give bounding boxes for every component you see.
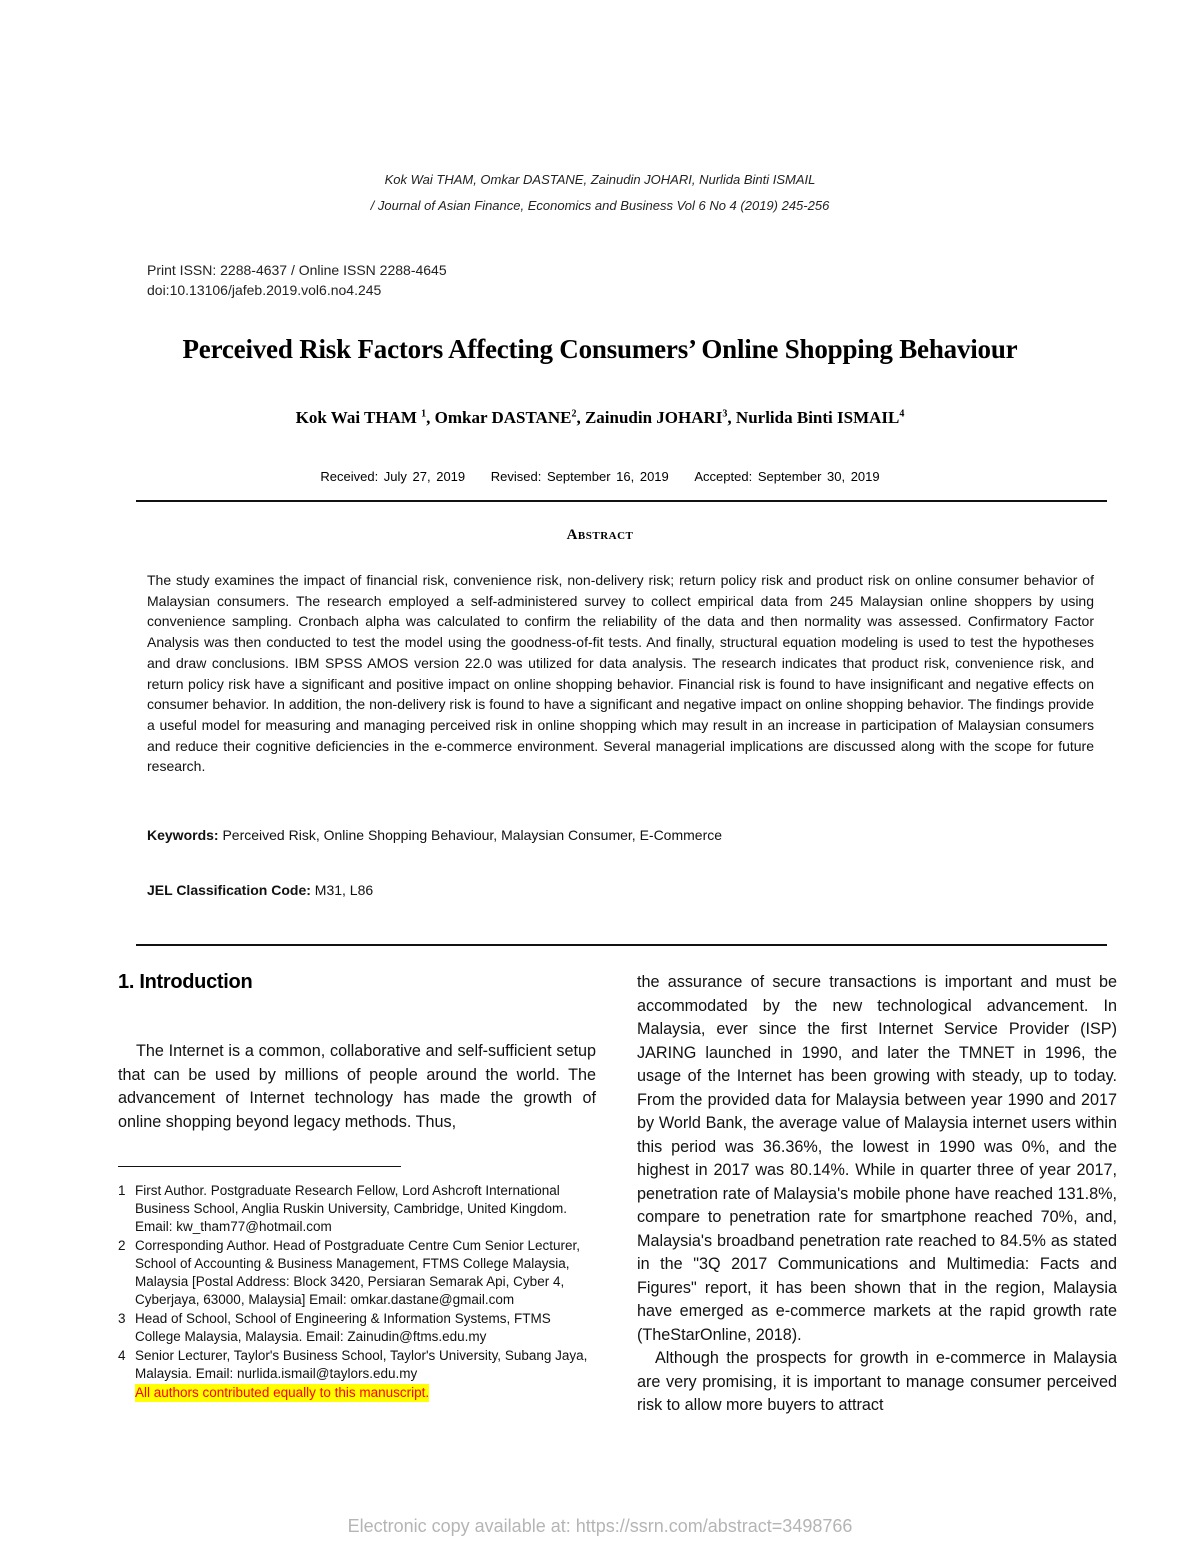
submission-dates xyxy=(0,469,1200,484)
author-affiliation-mark: 4 xyxy=(899,408,905,420)
footnote-number: 3 xyxy=(118,1311,126,1326)
footnote-number: 1 xyxy=(118,1183,126,1198)
author-name: Omkar DASTANE xyxy=(434,408,572,427)
intro-paragraph-continued: the assurance of secure transactions is important and must be accommodated by the new technological advancement. In Malaysia, ever since the first Internet Service Provider (ISP) JARING launched in 1990, and later the TMNET in 1996, the usage of the Internet has been growing with steady, up to today. From the provided data for Malaysia between year 1990 and 2017 by World Bank, the average value of Malaysia internet users within this period was 36.36%, the lowest in 1990 was 0%, and the highest in 2017 was 80.14%. While in quarter three of year 2017, penetration rate of Malaysia's mobile phone have reached 131.8%, compare to penetration rate for smartphone reached 70%, and, Malaysia's broadband penetration rate reached to 84.5% as stated in the "3Q 2017 Communications and Multimedia: Facts and Figures" report, it has been shown that in the region, Malaysia have emerged as e-commerce markets at the rapid growth rate (TheStarOnline, 2018). xyxy=(637,973,1117,1344)
left-column xyxy=(118,1040,596,1134)
footnote xyxy=(118,1347,598,1383)
footnote xyxy=(118,1237,598,1309)
contribution-note: All authors contributed equally to this manuscript. xyxy=(135,1385,430,1400)
footnote-text: Senior Lecturer, Taylor's Business School, Taylor's University, Subang Jaya, Malaysia. Email: nurlida.ismail@taylors.edu.my xyxy=(135,1348,588,1381)
right-column xyxy=(637,971,1117,1418)
footnote xyxy=(118,1182,598,1236)
footnote-text: Corresponding Author. Head of Postgraduate Centre Cum Senior Lecturer, School of Accounting & Business Management, FTMS College Malaysia, Malaysia [Postal Address: Block 3420, Persiaran Semarak Api, Cyber 4, Cyberjaya, 63000, Malaysia] Email: omkar.dastane@gmail.com xyxy=(135,1238,581,1307)
revised-date: Revised: September 16, 2019 xyxy=(490,469,669,484)
abstract-text: The study examines the impact of financial risk, convenience risk, non-delivery risk; return policy risk and product risk on online consumer behavior of Malaysian consumers. The research employed a self-administered survey to collect empirical data from 245 Malaysian online shoppers by using convenience sampling. Cronbach alpha was calculated to confirm the reliability of the data and then normality was assessed. Confirmatory Factor Analysis was then conducted to test the model using the goodness-of-fit tests. And finally, structural equation modeling is used to test the hypotheses and draw conclusions. IBM SPSS AMOS version 22.0 was utilized for data analysis. The research indicates that product risk, convenience risk, and return policy risk have a significant and positive impact on online shopping behavior. Financial risk is found to have insignificant and negative effects on consumer behavior. In addition, the non-delivery risk is found to have a significant and negative impact on online shopping behavior. The findings provide a useful model for measuring and managing perceived risk in online shopping which may result in an increase in participation of Malaysian consumers and reduce their cognitive deficiencies in the e-commerce environment. Several managerial implications are discussed along with the scope for future research. xyxy=(147,572,1094,775)
accepted-date: Accepted: September 30, 2019 xyxy=(694,469,880,484)
footnote-number: 2 xyxy=(118,1238,126,1253)
paper-title: Perceived Risk Factors Affecting Consumers’ Online Shopping Behaviour xyxy=(182,334,1018,364)
jel-classification xyxy=(147,882,1094,898)
author-name: Kok Wai THAM xyxy=(295,408,422,427)
jel-label: JEL Classification Code: xyxy=(147,882,311,898)
section-heading-introduction: 1. Introduction xyxy=(118,971,253,993)
author-name: Nurlida Binti ISMAIL xyxy=(735,408,900,427)
abstract-heading: Abstract xyxy=(566,527,634,543)
footnote-text: Head of School, School of Engineering & Information Systems, FTMS College Malaysia, Malaysia. Email: Zainudin@ftms.edu.my xyxy=(135,1311,551,1344)
keywords-label: Keywords: xyxy=(147,827,219,843)
author-name: Zainudin JOHARI xyxy=(584,408,723,427)
author-affiliation-mark: 3 xyxy=(722,408,728,420)
running-header-journal: / Journal of Asian Finance, Economics and Business Vol 6 No 4 (2019) 245-256 xyxy=(370,198,830,213)
footnote xyxy=(118,1310,598,1346)
ssrn-notice: Electronic copy available at: https://ssrn.com/abstract=3498766 xyxy=(347,1516,853,1536)
footnote-number: 4 xyxy=(118,1348,126,1363)
jel-value: M31, L86 xyxy=(310,882,374,898)
author-list: Kok Wai THAM $^1$, Omkar DASTANE$^2$, Zainudin JOHARI$^3$, Nurlida Binti ISMAIL$^4$ xyxy=(295,408,905,427)
footnote-text: First Author. Postgraduate Research Fellow, Lord Ashcroft International Business School, Anglia Ruskin University, Cambridge, United Kingdom. Email: kw_tham77@hotmail.com xyxy=(135,1183,567,1234)
intro-paragraph: Although the prospects for growth in e-commerce in Malaysia are very promising, it is important to manage consumer perceived risk to allow more buyers to attract xyxy=(637,1349,1117,1414)
bottom-divider xyxy=(136,944,1107,946)
top-divider xyxy=(136,500,1107,502)
issn-line: Print ISSN: 2288-4637 / Online ISSN 2288-4645 xyxy=(147,262,447,278)
author-affiliation-mark: 1 xyxy=(421,408,427,420)
doi-line: doi:10.13106/jafeb.2019.vol6.no4.245 xyxy=(147,282,382,298)
keywords-value: Perceived Risk, Online Shopping Behaviour, Malaysian Consumer, E-Commerce xyxy=(218,827,723,843)
footnote-rule xyxy=(118,1166,401,1167)
intro-paragraph: The Internet is a common, collaborative and self-sufficient setup that can be used by millions of people around the world. The advancement of Internet technology has made the growth of online shopping beyond legacy methods. Thus, xyxy=(118,1042,596,1131)
running-header-authors: Kok Wai THAM, Omkar DASTANE, Zainudin JOHARI, Nurlida Binti ISMAIL xyxy=(384,172,816,187)
received-date: Received: July 27, 2019 xyxy=(320,469,466,484)
keywords xyxy=(147,827,1094,843)
author-affiliation-mark: 2 xyxy=(571,408,577,420)
footnotes xyxy=(118,1182,598,1402)
